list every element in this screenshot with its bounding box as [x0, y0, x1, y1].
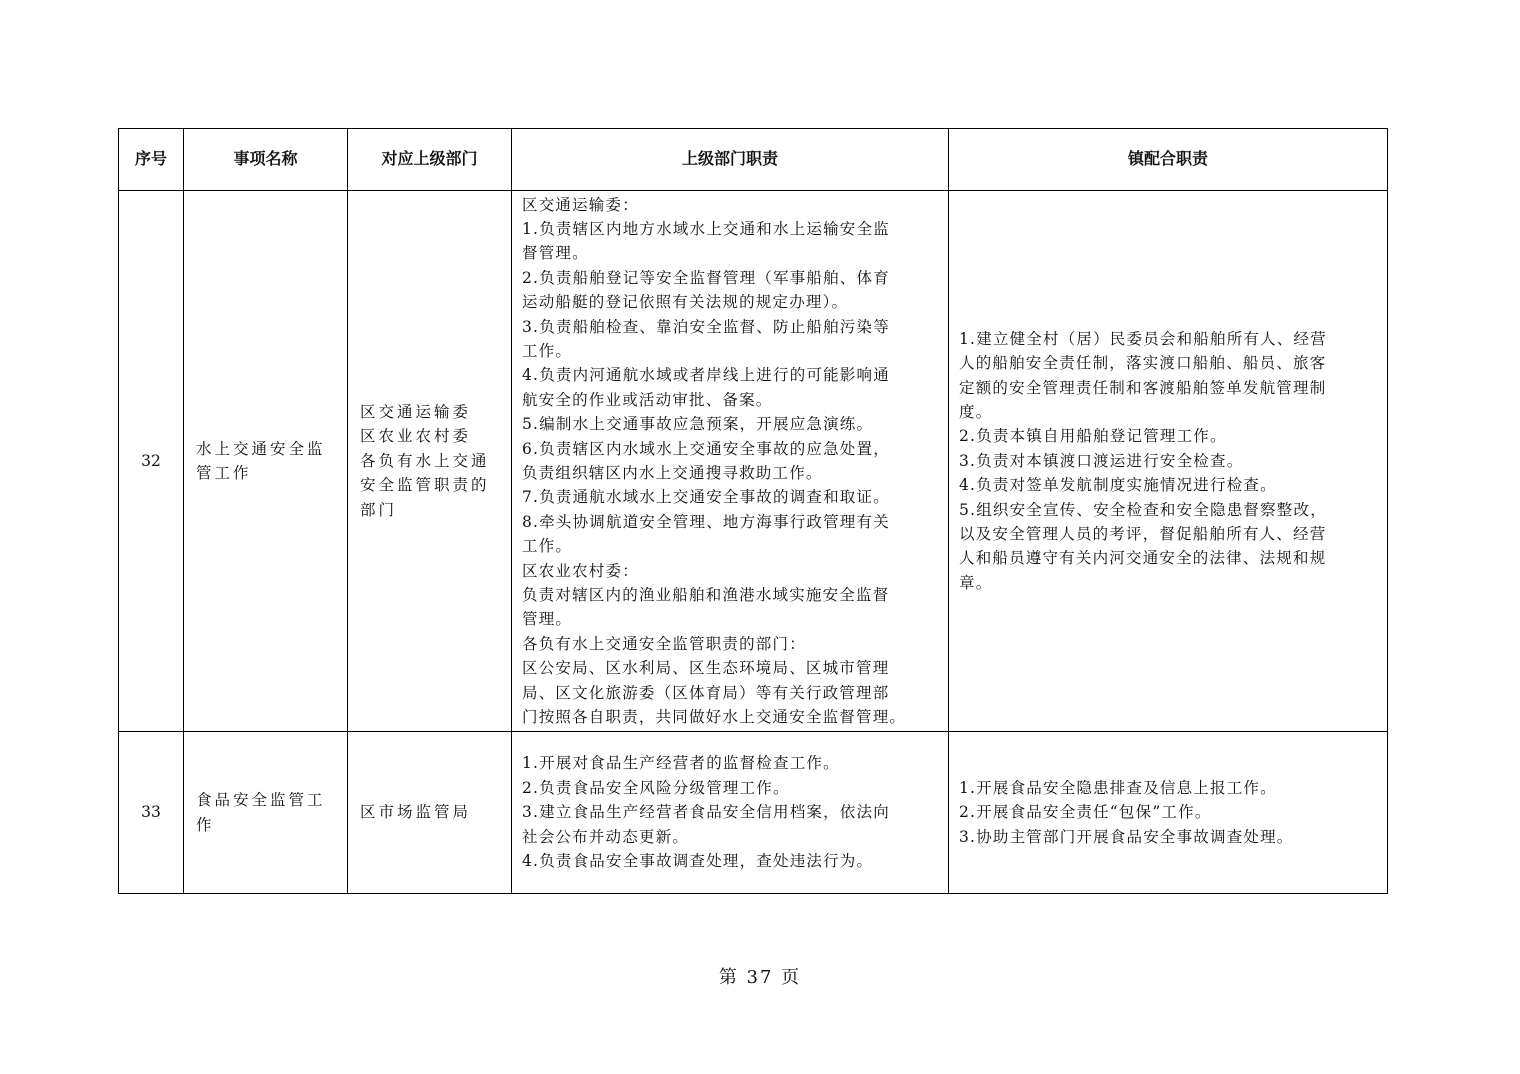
town-duty-line: 1.开展食品安全隐患排查及信息上报工作。	[959, 778, 1277, 797]
upper-dept-line: 区交通运输委	[360, 402, 472, 421]
town-duty-line: 3.负责对本镇渡口渡运进行安全检查。	[959, 451, 1244, 470]
item-name-line: 管工作	[196, 464, 252, 482]
upper-duty-line: 2.负责食品安全风险分级管理工作。	[522, 778, 790, 797]
upper-duty-line: 负责组织辖区内水上交通搜寻救助工作。	[522, 464, 823, 482]
town-duty-line: 以及安全管理人员的考评，督促船舶所有人、经营	[959, 525, 1327, 544]
header-upper-dept: 对应上级部门	[348, 129, 512, 191]
page-number: 第 37 页	[718, 967, 802, 988]
upper-duty-line: 6.负责辖区内水域水上交通安全事故的应急处置，	[522, 439, 890, 458]
upper-duty-line: 区交通运输委：	[522, 195, 639, 214]
upper-duty-line: 3.建立食品生产经营者食品安全信用档案，依法向	[522, 803, 890, 822]
upper-duty-line: 区农业农村委：	[522, 561, 639, 580]
upper-dept-line: 各负有水上交通	[360, 451, 490, 470]
upper-duty-line: 航安全的作业或活动审批、备案。	[522, 390, 773, 409]
item-name-line: 作	[196, 815, 215, 834]
town-duty-line: 度。	[959, 402, 993, 421]
upper-duty-line: 社会公布并动态更新。	[522, 827, 690, 846]
table-row	[119, 732, 1388, 894]
header-town-duties: 镇配合职责	[949, 129, 1388, 191]
upper-duty-line: 7.负责通航水域水上交通安全事故的调查和取证。	[522, 488, 890, 507]
upper-dept-line: 安全监管职责的	[360, 476, 490, 495]
upper-dept-cell	[348, 191, 512, 732]
header-no: 序号	[119, 129, 184, 191]
town-duty-line: 人和船员遵守有关内河交通安全的法律、法规和规	[959, 549, 1327, 568]
upper-dept-cell	[348, 732, 512, 894]
upper-duty-line: 3.负责船舶检查、靠泊安全监督、防止船舶污染等	[522, 317, 890, 336]
upper-duty-line: 运动船艇的登记依照有关法规的规定办理）。	[522, 293, 849, 312]
town-duty-line: 2.开展食品安全责任“包保”工作。	[959, 803, 1212, 822]
header-row	[119, 129, 1388, 191]
upper-duty-line: 工作。	[522, 537, 573, 556]
upper-duty-line: 各负有水上交通安全监管职责的部门：	[522, 634, 806, 653]
upper-duty-line: 区公安局、区水利局、区生态环境局、区城市管理	[522, 659, 890, 678]
upper-duty-line: 工作。	[522, 341, 573, 360]
town-duty-line: 3.协助主管部门开展食品安全事故调查处理。	[959, 827, 1294, 846]
duty-table	[118, 128, 1388, 894]
town-duties-cell	[949, 191, 1388, 732]
upper-dept-line: 部门	[360, 500, 398, 519]
item-name-cell	[184, 732, 348, 894]
town-duty-line: 4.负责对签单发航制度实施情况进行检查。	[959, 476, 1277, 495]
upper-duty-line: 1.开展对食品生产经营者的监督检查工作。	[522, 754, 840, 773]
item-name-line: 水上交通安全监	[196, 439, 326, 458]
item-name-line: 食品安全监管工	[196, 791, 326, 810]
row-number: 32	[119, 191, 184, 732]
town-duty-line: 人的船舶安全责任制，落实渡口船舶、船员、旅客	[959, 354, 1327, 373]
upper-duty-line: 负责对辖区内的渔业船舶和渔港水域实施安全监督	[522, 586, 890, 605]
town-duty-line: 1.建立健全村（居）民委员会和船舶所有人、经营	[959, 329, 1327, 348]
upper-duty-line: 8.牵头协调航道安全管理、地方海事行政管理有关	[522, 512, 890, 531]
upper-duty-line: 2.负责船舶登记等安全监督管理（军事船舶、体育	[522, 268, 890, 287]
town-duty-line: 章。	[959, 573, 993, 592]
town-duties-cell	[949, 732, 1388, 894]
upper-duty-line: 局、区文化旅游委（区体育局）等有关行政管理部	[522, 683, 890, 702]
town-duty-line: 5.组织安全宣传、安全检查和安全隐患督察整改，	[959, 500, 1327, 519]
upper-duty-line: 1.负责辖区内地方水域水上交通和水上运输安全监	[522, 219, 890, 238]
upper-duty-line: 5.编制水上交通事故应急预案，开展应急演练。	[522, 415, 874, 434]
upper-duty-line: 4.负责食品安全事故调查处理，查处违法行为。	[522, 852, 874, 871]
table-row	[119, 191, 1388, 732]
row-number: 33	[119, 732, 184, 894]
upper-duty-line: 4.负责内河通航水域或者岸线上进行的可能影响通	[522, 366, 890, 385]
upper-duty-line: 管理。	[522, 610, 573, 629]
town-duty-line: 2.负责本镇自用船舶登记管理工作。	[959, 427, 1227, 446]
upper-duties-cell	[512, 732, 949, 894]
header-item-name: 事项名称	[184, 129, 348, 191]
town-duty-line: 定额的安全管理责任制和客渡船舶签单发航管理制	[959, 378, 1327, 397]
upper-duties-cell	[512, 191, 949, 732]
upper-dept-line: 区农业农村委	[360, 427, 472, 446]
item-name-cell	[184, 191, 348, 732]
upper-duty-line: 门按照各自职责，共同做好水上交通安全监督管理。	[522, 708, 907, 727]
header-upper-duties: 上级部门职责	[512, 129, 949, 191]
upper-duty-line: 督管理。	[522, 244, 589, 263]
upper-dept-line: 区市场监管局	[360, 803, 472, 822]
